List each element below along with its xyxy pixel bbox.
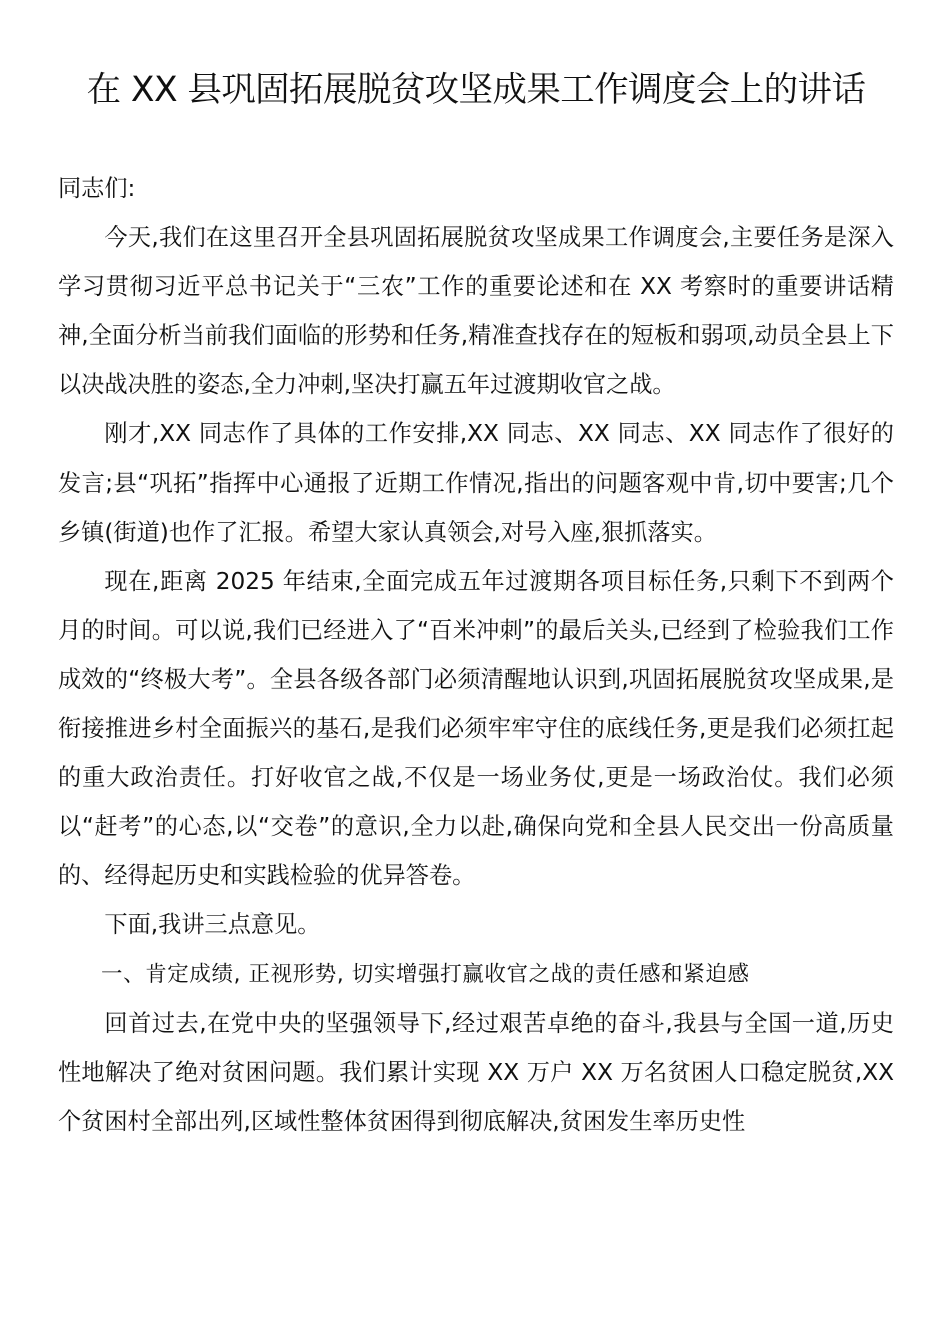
paragraph-final-sprint: 现在,距离 2025 年结束,全面完成五年过渡期各项目标任务,只剩下不到两个月的时间。可以说,我们已经进入了“百米冲刺”的最后关头,已经到了检验我们工作成效的“终极大考”。全县各级各部门必须清醒地认识到,巩固拓展脱贫攻坚成果,是衔接推进乡村全面振兴的基石,是我们必须牢牢守住的底线任务,更是我们必须扛起的重大政治责任。打好收官之战,不仅是一场业务仗,更是一场政治仗。我们必须以“赶考”的心态,以“交卷”的意识,全力以赴,确保向党和全县人民交出一份高质量的、经得起历史和实践检验的优异答卷。 — [58, 567, 894, 890]
document-body — [58, 164, 894, 1146]
paragraph-three-points: 下面,我讲三点意见。 — [104, 911, 321, 939]
paragraph-opening: 今天,我们在这里召开全县巩固拓展脱贫攻坚成果工作调度会,主要任务是深入学习贯彻习近平总书记关于“三农”工作的重要论述和在 XX 考察时的重要讲话精神,全面分析当前我们面临的形势和任务,精准查找存在的短板和弱项,动员全县上下以决战决胜的姿态,全力冲刺,坚决打赢五年过渡期收官之战。 — [58, 224, 894, 399]
paragraph-previous-speakers: 刚才,XX 同志作了具体的工作安排,XX 同志、XX 同志、XX 同志作了很好的发言;县“巩拓”指挥中心通报了近期工作情况,指出的问题客观中肯,切中要害;几个乡镇(街道)也作了汇报。希望大家认真领会,对号入座,狠抓落实。 — [58, 420, 894, 546]
paragraph-achievements: 回首过去,在党中央的坚强领导下,经过艰苦卓绝的奋斗,我县与全国一道,历史性地解决了绝对贫困问题。我们累计实现 XX 万户 XX 万名贫困人口稳定脱贫,XX 个贫困村全部出列,区域性整体贫困得到彻底解决,贫困发生率历史性 — [58, 1009, 894, 1135]
document-title: 在 XX 县巩固拓展脱贫攻坚成果工作调度会上的讲话 — [86, 70, 866, 110]
section-heading-1: 一、肯定成绩, 正视形势, 切实增强打赢收官之战的责任感和紧迫感 — [101, 961, 750, 987]
salutation: 同志们: — [58, 175, 136, 202]
